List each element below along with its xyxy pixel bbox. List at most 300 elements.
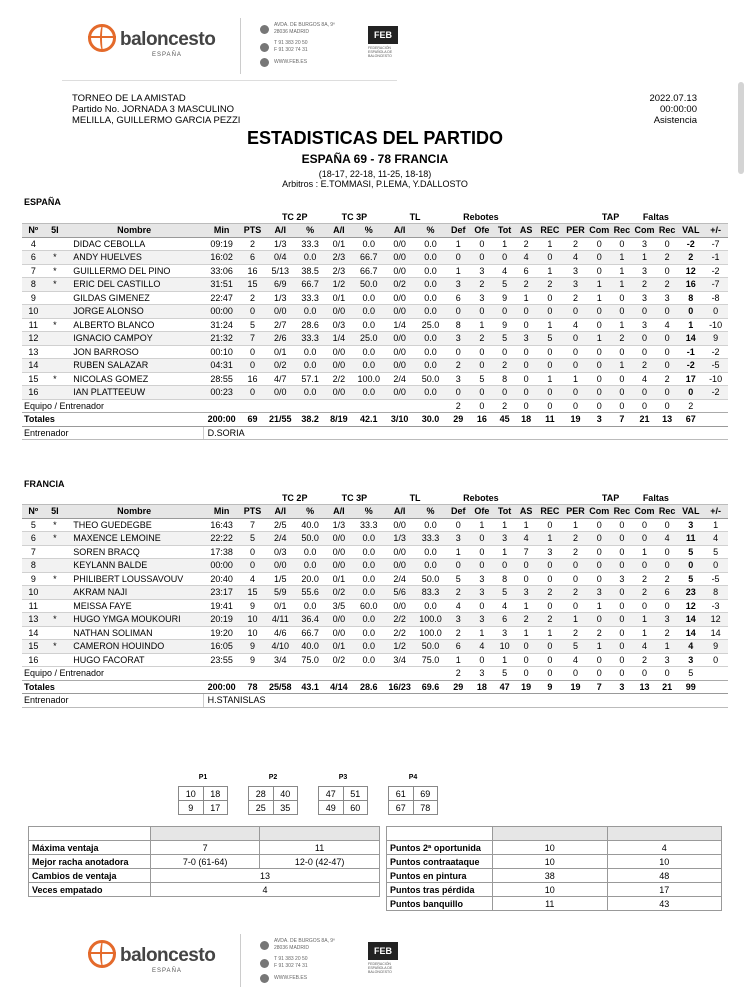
stat-cell: 0 [633, 399, 656, 413]
summary-label: Mejor racha anotadora [29, 855, 151, 869]
stat-cell [703, 667, 728, 681]
stat-cell: 29 [446, 680, 471, 694]
stat-cell: 0 [471, 386, 494, 400]
stat-cell: 8/19 [325, 413, 354, 427]
stat-cell: GILDAS GIMENEZ [65, 291, 203, 305]
summary-row [29, 883, 380, 897]
stat-cell: 0/0 [384, 332, 415, 346]
summary-row [29, 855, 380, 869]
header-spacer [516, 210, 588, 224]
basketball-icon [88, 940, 116, 968]
stat-cell: 16 [240, 264, 265, 278]
stat-cell: 19:41 [203, 599, 240, 613]
stat-cell: DIDAC CEBOLLA [65, 237, 203, 251]
column-header: Tot [493, 505, 516, 519]
stat-cell: 10 [240, 613, 265, 627]
column-header: A/I [265, 224, 296, 238]
stat-cell: CAMERON HOUINDO [65, 640, 203, 654]
stat-cell: 0.0 [415, 545, 446, 559]
stat-cell: 1 [611, 318, 634, 332]
stat-cell: 3 [678, 518, 703, 532]
stat-cell [45, 305, 66, 319]
stat-cell: 3 [471, 667, 494, 681]
stat-cell [45, 291, 66, 305]
website-link[interactable]: WWW.FEB.ES [274, 59, 308, 65]
stat-cell: 0 [656, 559, 679, 573]
stat-cell: 2 [446, 626, 471, 640]
stat-cell: 9 [240, 640, 265, 654]
stat-cell: 0.0 [353, 318, 384, 332]
team-name: FRANCIA [24, 479, 65, 489]
brand-subtitle: ESPAÑA [152, 968, 182, 974]
stat-cell: -7 [703, 278, 728, 292]
stat-cell: 00:10 [203, 345, 240, 359]
column-group-label: TC 3P [325, 210, 385, 224]
stat-cell: 1 [588, 599, 611, 613]
player-row [22, 613, 728, 627]
totals-label: Totales [22, 680, 203, 694]
feb-mark: FEB [368, 26, 398, 44]
stat-cell: 3 [446, 372, 471, 386]
stat-cell: 0 [563, 359, 588, 373]
stat-cell: 11 [678, 532, 703, 546]
brand-name: baloncesto [120, 29, 216, 50]
stat-cell: 0.0 [353, 572, 384, 586]
stat-cell: 50.0 [415, 640, 446, 654]
stat-cell: 33.3 [296, 237, 325, 251]
stat-cell: 12 [703, 613, 728, 627]
column-header: AS [516, 505, 537, 519]
stat-cell: 0 [656, 399, 679, 413]
summary-value: 11 [260, 841, 380, 855]
stat-cell: 0.0 [296, 386, 325, 400]
period-score: 25 [249, 801, 274, 815]
stat-cell: 22:22 [203, 532, 240, 546]
stat-cell: 11 [22, 599, 45, 613]
stat-cell: GUILLERMO DEL PINO [65, 264, 203, 278]
column-header: A/I [384, 224, 415, 238]
stat-cell: 40.0 [296, 640, 325, 654]
stat-cell: ANDY HUELVES [65, 251, 203, 265]
stat-cell: 33.3 [415, 532, 446, 546]
stat-cell: 0 [611, 626, 634, 640]
stat-cell: 0.0 [353, 305, 384, 319]
stat-cell: 0 [563, 345, 588, 359]
stat-cell: 2 [656, 626, 679, 640]
stat-cell: 3 [446, 278, 471, 292]
stat-cell [45, 626, 66, 640]
summary-value: 43 [607, 897, 722, 911]
stat-cell: 5 [493, 278, 516, 292]
stat-cell: 5 [678, 572, 703, 586]
stat-cell: HUGO FACORAT [65, 653, 203, 667]
stat-cell: MAXENCE LEMOINE [65, 532, 203, 546]
stat-cell: 25.0 [415, 318, 446, 332]
globe-icon [260, 974, 269, 983]
stat-cell: 7 [240, 332, 265, 346]
stat-cell: 22:47 [203, 291, 240, 305]
totals-row [22, 680, 728, 694]
summary-row [387, 897, 722, 911]
stat-cell: 13 [656, 413, 679, 427]
stat-cell: 0/0 [325, 305, 354, 319]
stat-cell: 0 [611, 640, 634, 654]
stat-cell: 2/6 [265, 332, 296, 346]
period-row [249, 801, 298, 815]
stat-cell: NATHAN SOLIMAN [65, 626, 203, 640]
stat-cell: 4 [563, 318, 588, 332]
stat-cell: 3 [536, 545, 563, 559]
stat-cell: 5 [493, 332, 516, 346]
stat-cell: ALBERTO BLANCO [65, 318, 203, 332]
stat-cell: 0 [633, 332, 656, 346]
stat-cell: 3 [446, 332, 471, 346]
summary-value: 10 [607, 855, 722, 869]
stat-cell: 0.0 [353, 359, 384, 373]
stat-cell: 0 [536, 653, 563, 667]
stat-cell: 4 [516, 251, 537, 265]
stat-cell: 2 [471, 332, 494, 346]
stat-cell: 83.3 [415, 586, 446, 600]
column-group-label: TL [384, 491, 446, 505]
player-row [22, 318, 728, 332]
period-label: P1 [198, 774, 208, 781]
column-header: Nº [22, 505, 45, 519]
stat-cell: 0 [471, 399, 494, 413]
stat-cell: 0/0 [265, 559, 296, 573]
period-score: 51 [343, 787, 368, 801]
stat-cell: 7 [240, 518, 265, 532]
stat-cell: 0 [536, 305, 563, 319]
stat-cell: 0 [656, 518, 679, 532]
stat-cell: 2 [240, 237, 265, 251]
game-number: Partido No. JORNADA 3 MASCULINO [72, 104, 235, 115]
phone-icon [260, 959, 269, 968]
player-row [22, 237, 728, 251]
stat-cell: 1 [516, 291, 537, 305]
stat-cell: 14 [678, 613, 703, 627]
column-header: VAL [678, 505, 703, 519]
stat-cell: 18 [516, 413, 537, 427]
stat-cell: 0 [516, 667, 537, 681]
stat-cell: 5 [678, 667, 703, 681]
stat-cell [45, 386, 66, 400]
stat-cell: 0 [536, 572, 563, 586]
fax-line: F 91 302 74 31 [274, 47, 308, 53]
stat-cell [45, 345, 66, 359]
stat-cell: 0/0 [384, 264, 415, 278]
stat-cell: 19 [516, 680, 537, 694]
stat-cell: 50.0 [353, 278, 384, 292]
stat-cell: 3 [493, 532, 516, 546]
coach-name: D.SORIA [203, 426, 728, 440]
stat-cell: 66.7 [296, 626, 325, 640]
stat-cell: 0.0 [415, 386, 446, 400]
stat-cell: 8 [493, 372, 516, 386]
stat-cell: 1 [536, 372, 563, 386]
stat-cell: * [45, 318, 66, 332]
stat-cell: 2 [633, 278, 656, 292]
stat-cell: 4 [633, 372, 656, 386]
stat-cell: 2/2 [384, 613, 415, 627]
contact-info [260, 22, 335, 71]
stat-cell: 1 [611, 251, 634, 265]
stat-cell: 0 [516, 345, 537, 359]
period-score-table [388, 786, 438, 815]
stat-cell: 57.1 [296, 372, 325, 386]
stat-cell: 0 [611, 559, 634, 573]
period-score: 61 [389, 787, 414, 801]
stat-cell: 33.3 [296, 291, 325, 305]
brand-subtitle: ESPAÑA [152, 52, 182, 58]
stat-cell: 3 [471, 264, 494, 278]
stat-cell: 16:05 [203, 640, 240, 654]
stat-cell: 16 [22, 386, 45, 400]
stat-cell: 2/4 [384, 372, 415, 386]
address-line: 28036 MADRID [274, 29, 310, 35]
player-row [22, 278, 728, 292]
stat-cell: 14 [703, 626, 728, 640]
column-header: % [296, 224, 325, 238]
stat-cell: 2 [656, 251, 679, 265]
stat-cell: 1 [588, 640, 611, 654]
stat-cell: 0 [656, 599, 679, 613]
stat-cell: 4/7 [265, 372, 296, 386]
feb-sub: BALONCESTO [368, 970, 392, 974]
period-block [388, 774, 438, 815]
stat-cell: 0.0 [353, 653, 384, 667]
stat-cell: 8 [446, 318, 471, 332]
stat-cell [45, 545, 66, 559]
stat-cell: 0 [588, 359, 611, 373]
stat-cell: 9 [703, 332, 728, 346]
stat-cell [45, 653, 66, 667]
brand-name: baloncesto [120, 945, 216, 966]
stat-cell: 31:51 [203, 278, 240, 292]
stat-cell: 0 [611, 386, 634, 400]
stat-cell: 9 [22, 291, 45, 305]
stat-cell: 0 [588, 372, 611, 386]
stat-cell: -10 [703, 372, 728, 386]
stat-cell [45, 359, 66, 373]
stat-cell: 0 [678, 305, 703, 319]
player-row [22, 386, 728, 400]
column-header: PER [563, 224, 588, 238]
stat-cell: 2 [588, 626, 611, 640]
stat-cell: 0 [611, 545, 634, 559]
stat-cell: 0.0 [353, 237, 384, 251]
stat-cell: 0/0 [325, 626, 354, 640]
stat-cell: NICOLAS GOMEZ [65, 372, 203, 386]
player-row [22, 545, 728, 559]
stat-cell: 0 [633, 532, 656, 546]
period-score: 69 [413, 787, 438, 801]
stat-cell: 0 [536, 667, 563, 681]
stat-cell: 0/0 [384, 305, 415, 319]
column-group-label: TC 2P [265, 491, 325, 505]
stat-cell: 3 [678, 653, 703, 667]
stat-cell: 0.0 [353, 291, 384, 305]
stat-cell: 2/4 [384, 572, 415, 586]
stat-cell: 20.0 [296, 572, 325, 586]
stat-cell: 47 [493, 680, 516, 694]
stat-cell: 2 [563, 626, 588, 640]
stat-cell: 0/1 [325, 237, 354, 251]
summary-row [387, 855, 722, 869]
column-header: Nº [22, 224, 45, 238]
stat-cell: 0 [471, 653, 494, 667]
stat-cell: 25/58 [265, 680, 296, 694]
stat-cell: 14 [678, 332, 703, 346]
stat-cell: 1/4 [384, 318, 415, 332]
stat-cell: 2 [446, 667, 471, 681]
stat-cell: 1 [563, 372, 588, 386]
stat-cell: 1 [516, 626, 537, 640]
column-group-header-row [22, 491, 728, 505]
stat-cell: 2 [678, 399, 703, 413]
stat-cell: 0 [588, 264, 611, 278]
stat-cell: 1 [588, 291, 611, 305]
stat-cell: 2 [446, 359, 471, 373]
stat-cell: 23:17 [203, 586, 240, 600]
stat-cell: 8 [22, 278, 45, 292]
stat-cell: 0.0 [353, 386, 384, 400]
stat-cell: 2 [633, 572, 656, 586]
summary-header-row [387, 827, 722, 841]
stat-cell: 10 [240, 626, 265, 640]
stat-cell: 2/7 [265, 318, 296, 332]
stat-cell: 2 [563, 586, 588, 600]
column-header: PTS [240, 224, 265, 238]
stat-cell: 3 [563, 278, 588, 292]
player-row [22, 264, 728, 278]
period-label: P4 [408, 774, 418, 781]
stat-cell: -8 [703, 291, 728, 305]
stat-cell: 1 [493, 518, 516, 532]
stat-cell: 69.6 [415, 680, 446, 694]
feb-sub: BALONCESTO [368, 54, 392, 58]
stat-cell: 4 [471, 640, 494, 654]
stat-cell: -2 [703, 386, 728, 400]
stat-cell: 0.0 [296, 599, 325, 613]
stat-cell: 0 [471, 237, 494, 251]
stat-cell: 0/2 [265, 359, 296, 373]
stat-cell: 66.7 [353, 251, 384, 265]
team-stats-table [22, 491, 728, 708]
stat-cell [703, 399, 728, 413]
stat-cell: 0/0 [384, 345, 415, 359]
period-score: 9 [179, 801, 204, 815]
period-label: P2 [268, 774, 278, 781]
team-rebounds-row [22, 399, 728, 413]
stat-cell: 33.3 [296, 332, 325, 346]
stat-cell: 0.0 [296, 559, 325, 573]
stat-cell: 36.4 [296, 613, 325, 627]
stat-cell: 0 [563, 399, 588, 413]
stat-cell: 0/1 [265, 599, 296, 613]
stat-cell: 0 [240, 305, 265, 319]
stat-cell: 12 [678, 599, 703, 613]
column-header: A/I [325, 505, 354, 519]
stat-cell [45, 237, 66, 251]
stat-cell: 0 [656, 237, 679, 251]
stat-cell: 8 [703, 586, 728, 600]
stat-cell: 2 [563, 237, 588, 251]
column-header: Rec [611, 505, 634, 519]
stat-cell: 0.0 [415, 237, 446, 251]
website-link[interactable]: WWW.FEB.ES [274, 975, 308, 981]
period-row [249, 787, 298, 801]
stat-cell: 4/6 [265, 626, 296, 640]
stat-cell: 45 [493, 413, 516, 427]
stat-cell: 0 [536, 251, 563, 265]
column-header: Ofe [471, 224, 494, 238]
column-group-label: Rebotes [446, 210, 516, 224]
stat-cell: 15 [22, 372, 45, 386]
stat-cell: 0 [516, 386, 537, 400]
stat-cell: 3/4 [384, 653, 415, 667]
column-group-label: TAP [588, 210, 633, 224]
stat-cell: 0/0 [325, 532, 354, 546]
header-spacer [678, 210, 728, 224]
stat-cell: HUGO YMGA MOUKOURI [65, 613, 203, 627]
stat-cell: 0 [633, 599, 656, 613]
stat-cell: 6 [22, 251, 45, 265]
stat-cell: 2 [471, 278, 494, 292]
stat-cell: 4 [493, 264, 516, 278]
stat-cell: 6 [446, 291, 471, 305]
period-row [179, 801, 228, 815]
stat-cell: 1/3 [265, 237, 296, 251]
stat-cell: 0 [536, 518, 563, 532]
stat-cell: 10 [22, 586, 45, 600]
stat-cell: 0/0 [384, 359, 415, 373]
stat-cell: 6 [493, 613, 516, 627]
stat-cell: 16 [240, 372, 265, 386]
stat-cell: 0/0 [325, 559, 354, 573]
period-score: 78 [413, 801, 438, 815]
stat-cell: -2 [703, 345, 728, 359]
stat-cell: 6/9 [265, 278, 296, 292]
stat-cell: 0 [240, 386, 265, 400]
stat-cell: 4/14 [325, 680, 354, 694]
stat-cell: KEYLANN BALDE [65, 559, 203, 573]
stat-cell: 4 [656, 532, 679, 546]
column-header: AS [516, 224, 537, 238]
stat-cell: 0 [588, 345, 611, 359]
stat-cell: 2 [446, 399, 471, 413]
stat-cell: 09:19 [203, 237, 240, 251]
stat-cell: 3 [471, 586, 494, 600]
stat-cell: 13 [22, 613, 45, 627]
stat-cell: 0 [588, 667, 611, 681]
stat-cell: 0 [588, 572, 611, 586]
stat-cell: 0 [611, 291, 634, 305]
stat-cell: 0 [493, 305, 516, 319]
stat-cell: 0 [588, 399, 611, 413]
summary-value: 38 [493, 869, 608, 883]
venue: MELILLA, GUILLERMO GARCIA PEZZI [72, 115, 241, 126]
stat-cell: 0 [446, 386, 471, 400]
player-row [22, 372, 728, 386]
stat-cell: 14 [678, 626, 703, 640]
stat-cell: 2/3 [325, 251, 354, 265]
stat-cell: 16 [22, 653, 45, 667]
stat-cell: -5 [703, 359, 728, 373]
stat-cell: 16:02 [203, 251, 240, 265]
summary-value: 10 [493, 855, 608, 869]
header-spacer [22, 491, 265, 505]
